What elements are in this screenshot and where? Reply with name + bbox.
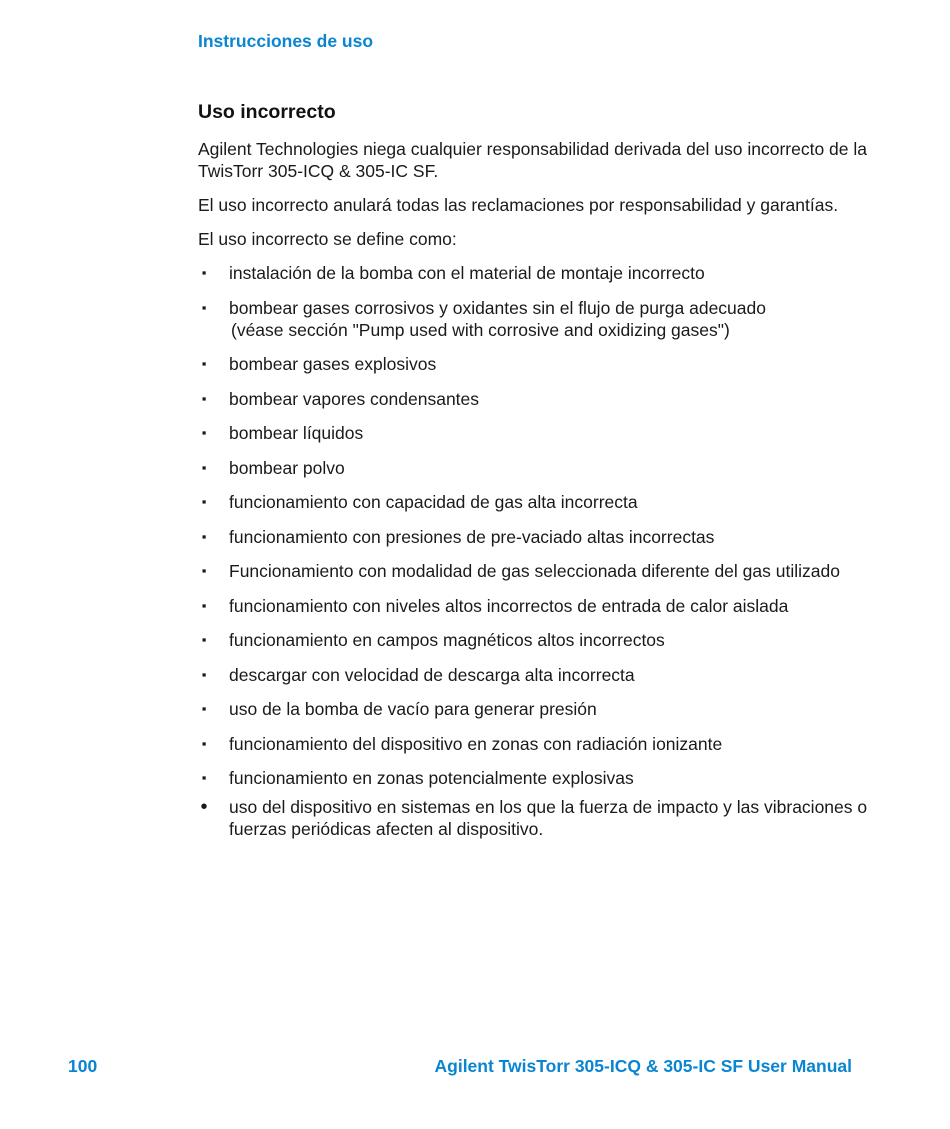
list-item-text: uso del dispositivo en sistemas en los que la fuerza de impacto y las vibraciones o fuerzas periódicas afecten al dispositivo. — [229, 796, 868, 839]
list-item-text: funcionamiento con niveles altos incorrectos de entrada de calor aislada — [229, 595, 789, 616]
list-item-text: funcionamiento con presiones de pre-vaciado altas incorrectas — [229, 526, 715, 547]
square-bullet-icon: ▪ — [201, 494, 207, 509]
list-item-text: bombear líquidos — [229, 423, 364, 443]
paragraph-definition-intro: El uso incorrecto se define como: — [198, 229, 457, 249]
list-item — [198, 297, 878, 341]
list-item — [198, 262, 878, 284]
section-heading: Uso incorrecto — [198, 101, 336, 123]
list-item — [198, 491, 878, 513]
list-item-text: uso de la bomba de vacío para generar presión — [229, 699, 597, 719]
page-number: 100 — [68, 1056, 98, 1076]
list-item-text: Funcionamiento con modalidad de gas seleccionada diferente del gas utilizado — [229, 561, 840, 581]
square-bullet-icon: ▪ — [201, 299, 207, 315]
list-item-text: bombear gases corrosivos y oxidantes sin el flujo de purga adecuado — [229, 297, 766, 318]
misuse-list — [198, 262, 878, 840]
square-bullet-icon: ▪ — [201, 597, 207, 613]
list-item — [198, 526, 878, 548]
square-bullet-icon: ▪ — [201, 356, 207, 371]
list-item-reference: (véase sección "Pump used with corrosive and oxidizing gases") — [231, 319, 730, 340]
square-bullet-icon: ▪ — [201, 770, 207, 785]
round-bullet-icon: • — [200, 795, 208, 818]
square-bullet-icon: ▪ — [201, 265, 207, 280]
list-item-text: funcionamiento en campos magnéticos altos incorrectos — [229, 630, 665, 650]
square-bullet-icon: ▪ — [201, 701, 207, 716]
list-item — [198, 560, 878, 582]
list-item — [198, 796, 878, 840]
section-header: Instrucciones de uso — [198, 31, 374, 51]
list-item — [198, 388, 878, 410]
square-bullet-icon: ▪ — [201, 632, 207, 647]
list-item-text: instalación de la bomba con el material de montaje incorrecto — [229, 263, 705, 283]
list-item — [198, 698, 878, 720]
list-item — [198, 664, 878, 686]
paragraph-disclaimer: Agilent Technologies niega cualquier responsabilidad derivada del uso incorrecto de la TwisTorr 305-ICQ & 305-IC SF. — [198, 139, 868, 181]
list-item — [198, 733, 878, 755]
list-item — [198, 457, 878, 479]
main-content — [198, 99, 878, 852]
list-item-text: funcionamiento en zonas potencialmente explosivas — [229, 768, 634, 788]
square-bullet-icon: ▪ — [201, 459, 207, 475]
list-item-text: funcionamiento con capacidad de gas alta incorrecta — [229, 492, 638, 512]
square-bullet-icon: ▪ — [201, 390, 207, 406]
list-item — [198, 422, 878, 444]
square-bullet-icon: ▪ — [201, 528, 207, 544]
paragraph-warranty: El uso incorrecto anulará todas las reclamaciones por responsabilidad y garantías. — [198, 195, 839, 215]
square-bullet-icon: ▪ — [201, 666, 207, 682]
square-bullet-icon: ▪ — [201, 563, 207, 578]
list-item-text: bombear gases explosivos — [229, 354, 437, 374]
list-item — [198, 629, 878, 651]
list-item — [198, 595, 878, 617]
manual-title: Agilent TwisTorr 305-ICQ & 305-IC SF User Manual — [434, 1056, 852, 1076]
square-bullet-icon: ▪ — [201, 735, 207, 751]
list-item-text: descargar con velocidad de descarga alta incorrecta — [229, 664, 635, 685]
square-bullet-icon: ▪ — [201, 425, 207, 440]
list-item-text: funcionamiento del dispositivo en zonas con radiación ionizante — [229, 733, 723, 754]
list-item — [198, 353, 878, 375]
list-item-text: bombear polvo — [229, 457, 345, 478]
list-item-text: bombear vapores condensantes — [229, 388, 480, 409]
list-item — [198, 767, 878, 789]
